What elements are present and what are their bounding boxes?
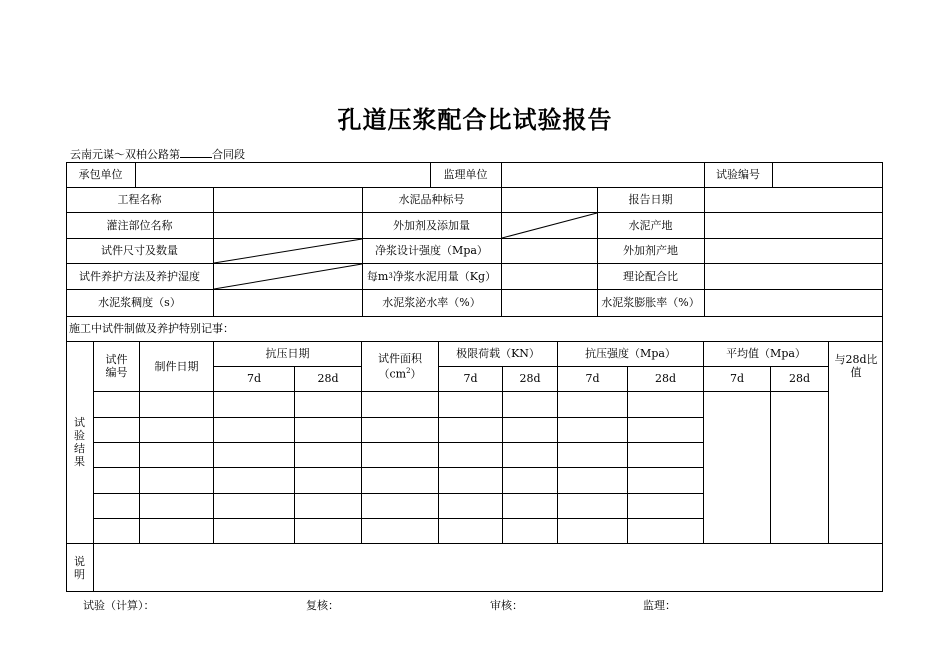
test-no-field[interactable] — [773, 162, 883, 187]
contract-section-line — [70, 146, 245, 162]
remark-field[interactable] — [94, 543, 883, 592]
cement-per-m3-suffix: 净浆水泥用量（Kg） — [392, 269, 497, 283]
admixture-amount-label: 外加剂及添加量 — [393, 218, 470, 232]
results-side-label — [66, 341, 93, 543]
comp-strength-header: 抗压强度（Mpa） — [585, 347, 676, 360]
contractor-label: 承包单位 — [78, 168, 123, 181]
comp-period-7d: 7d — [246, 372, 262, 385]
cement-origin-field[interactable] — [705, 212, 883, 238]
section-number-blank[interactable] — [180, 147, 212, 158]
comp-period-header: 抗压日期 — [265, 347, 310, 360]
supervisor-label: 监理单位 — [443, 168, 488, 181]
footer-test-calc: 试验（计算）： — [83, 599, 155, 612]
design-strength-label: 净浆设计强度（Mpa） — [375, 244, 488, 257]
design-strength-field[interactable] — [502, 238, 597, 263]
admixture-origin-label: 外加剂产地 — [623, 244, 678, 257]
area-unit-prefix: （cm — [378, 367, 407, 381]
report-form — [66, 162, 883, 592]
bleeding-field[interactable] — [502, 289, 597, 316]
average-28d: 28d — [788, 372, 811, 385]
area-header — [362, 341, 438, 391]
area-unit-suffix: ） — [410, 367, 422, 381]
project-name-label: 工程名称 — [117, 193, 162, 206]
cement-grade-label: 水泥品种标号 — [398, 193, 465, 206]
load-7d: 7d — [463, 372, 478, 385]
ultimate-load-header: 极限荷载（KN） — [456, 347, 540, 360]
admixture-origin-field[interactable] — [705, 238, 883, 263]
project-name-field[interactable] — [214, 187, 362, 212]
grout-location-label: 灌注部位名称 — [106, 218, 173, 232]
area-unit — [378, 365, 421, 381]
report-date-field[interactable] — [705, 187, 883, 212]
special-notes-label: 施工中试件制做及养护特别记事： — [69, 322, 234, 335]
project-suffix: 合同段 — [212, 148, 245, 161]
remark-text: 说明 — [74, 554, 85, 581]
ratio-header — [829, 341, 883, 391]
strength-7d: 7d — [585, 372, 600, 385]
expansion-field[interactable] — [705, 289, 883, 316]
supervisor-field[interactable] — [502, 162, 704, 187]
specimen-no-text: 试件编号 — [105, 353, 128, 379]
cement-per-m3-sup: 3 — [388, 271, 393, 280]
grout-location-field[interactable] — [214, 212, 362, 238]
bleeding-label: 水泥浆泌水率（%） — [382, 296, 481, 309]
strength-28d: 28d — [654, 372, 677, 385]
area-unit-sup: 2 — [406, 366, 411, 375]
average-7d: 7d — [729, 372, 745, 385]
make-date-header: 制件日期 — [154, 359, 199, 373]
cement-per-m3-prefix: 每m — [366, 269, 389, 283]
page-title: 孔道压浆配合比试验报告 — [337, 106, 613, 134]
cement-origin-label: 水泥产地 — [628, 218, 673, 232]
theory-mix-label: 理论配合比 — [623, 269, 678, 283]
area-label-text: 试件面积 — [378, 351, 422, 365]
load-28d: 28d — [519, 372, 541, 385]
cement-grade-field[interactable] — [502, 187, 597, 212]
project-prefix: 云南元谋～双柏公路第 — [70, 148, 180, 161]
test-no-label: 试验编号 — [716, 168, 760, 181]
expansion-label: 水泥浆膨胀率（%） — [601, 296, 700, 309]
theory-mix-field[interactable] — [705, 263, 883, 289]
footer-recheck: 复核： — [306, 599, 339, 612]
results-side-text: 试验结果 — [74, 416, 85, 468]
curing-label: 试件养护方法及养护湿度 — [79, 269, 200, 283]
specimen-size-label: 试件尺寸及数量 — [101, 244, 178, 257]
footer-supervise: 监理： — [643, 599, 676, 612]
comp-period-28d: 28d — [317, 372, 339, 385]
average-header: 平均值（Mpa） — [726, 347, 806, 360]
cement-per-m3-label — [362, 263, 501, 289]
consistency-field[interactable] — [214, 289, 362, 316]
contractor-field[interactable] — [136, 162, 430, 187]
report-date-label: 报告日期 — [628, 193, 673, 206]
footer-review: 审核： — [490, 599, 523, 612]
consistency-label: 水泥浆稠度（s） — [98, 296, 181, 309]
ratio-text: 与28d比值 — [834, 353, 878, 379]
cement-per-m3-field[interactable] — [502, 263, 597, 289]
remark-label — [66, 543, 93, 592]
specimen-no-header — [94, 341, 139, 391]
